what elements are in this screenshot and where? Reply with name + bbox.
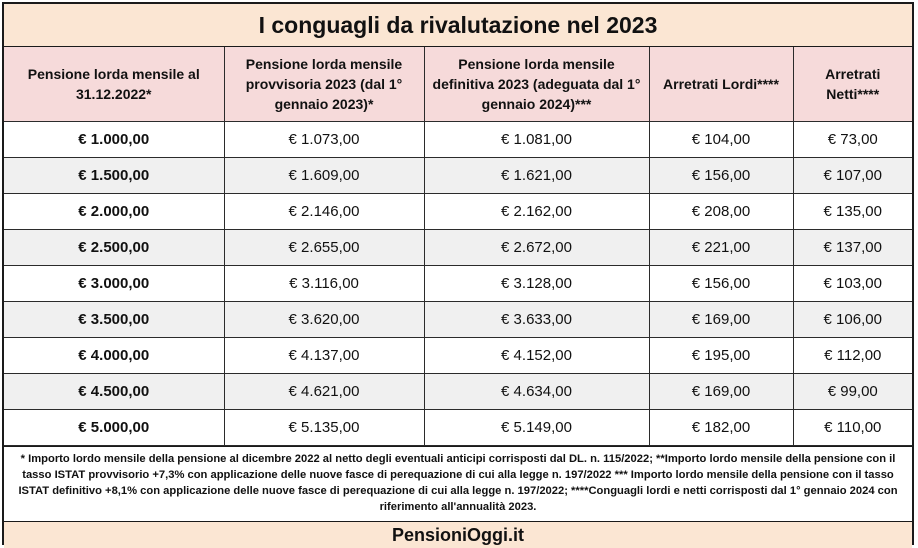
cell-definitiva-2023: € 1.621,00 xyxy=(424,158,649,194)
cell-arretrati-lordi: € 156,00 xyxy=(649,158,793,194)
cell-pensione-2022: € 2.500,00 xyxy=(4,230,224,266)
table-row xyxy=(4,194,912,230)
table-row xyxy=(4,230,912,266)
cell-definitiva-2023: € 2.162,00 xyxy=(424,194,649,230)
cell-pensione-2022: € 1.500,00 xyxy=(4,158,224,194)
cell-pensione-2022: € 2.000,00 xyxy=(4,194,224,230)
cell-arretrati-lordi: € 156,00 xyxy=(649,266,793,302)
table-row xyxy=(4,122,912,158)
source-footer: PensioniOggi.it xyxy=(4,521,912,548)
cell-provvisoria-2023: € 2.146,00 xyxy=(224,194,424,230)
cell-arretrati-netti: € 107,00 xyxy=(793,158,912,194)
cell-pensione-2022: € 4.500,00 xyxy=(4,374,224,410)
cell-arretrati-lordi: € 195,00 xyxy=(649,338,793,374)
cell-arretrati-netti: € 110,00 xyxy=(793,410,912,446)
cell-provvisoria-2023: € 2.655,00 xyxy=(224,230,424,266)
cell-definitiva-2023: € 5.149,00 xyxy=(424,410,649,446)
cell-provvisoria-2023: € 5.135,00 xyxy=(224,410,424,446)
table-row xyxy=(4,410,912,446)
cell-arretrati-netti: € 103,00 xyxy=(793,266,912,302)
table-row xyxy=(4,374,912,410)
cell-provvisoria-2023: € 4.137,00 xyxy=(224,338,424,374)
cell-provvisoria-2023: € 4.621,00 xyxy=(224,374,424,410)
footnotes: * Importo lordo mensile della pensione al dicembre 2022 al netto degli eventuali anticipi corrisposti dal DL. n. 115/2022; **Importo lordo mensile della pensione con il tasso ISTAT provvisorio +7,3% con applicazione delle nuove fasce di perequazione di cui alla legge n. 197/2022 *** Importo lordo mensile della pensione con il tasso ISTAT definitivo +8,1% con applicazione delle nuove fasce di perequazione di cui alla legge n. 197/2022; ****Conguagli lordi e netti corrisposti dal 1° gennaio 2024 con riferimento all'annualità 2023. xyxy=(4,446,912,521)
page-title: I conguagli da rivalutazione nel 2023 xyxy=(4,4,912,47)
table-row xyxy=(4,266,912,302)
column-header-provvisoria-2023: Pensione lorda mensile provvisoria 2023 (dal 1° gennaio 2023)* xyxy=(224,47,424,122)
cell-definitiva-2023: € 3.128,00 xyxy=(424,266,649,302)
table-frame xyxy=(2,2,914,545)
cell-arretrati-netti: € 99,00 xyxy=(793,374,912,410)
cell-pensione-2022: € 3.000,00 xyxy=(4,266,224,302)
column-header-pensione-2022: Pensione lorda mensile al 31.12.2022* xyxy=(4,47,224,122)
cell-arretrati-netti: € 106,00 xyxy=(793,302,912,338)
cell-arretrati-netti: € 135,00 xyxy=(793,194,912,230)
cell-definitiva-2023: € 2.672,00 xyxy=(424,230,649,266)
cell-definitiva-2023: € 4.152,00 xyxy=(424,338,649,374)
table-row xyxy=(4,302,912,338)
cell-arretrati-netti: € 112,00 xyxy=(793,338,912,374)
column-header-arretrati-lordi: Arretrati Lordi**** xyxy=(649,47,793,122)
cell-arretrati-lordi: € 169,00 xyxy=(649,302,793,338)
cell-definitiva-2023: € 3.633,00 xyxy=(424,302,649,338)
cell-pensione-2022: € 4.000,00 xyxy=(4,338,224,374)
cell-pensione-2022: € 1.000,00 xyxy=(4,122,224,158)
cell-arretrati-lordi: € 104,00 xyxy=(649,122,793,158)
cell-pensione-2022: € 3.500,00 xyxy=(4,302,224,338)
cell-arretrati-lordi: € 182,00 xyxy=(649,410,793,446)
cell-arretrati-netti: € 137,00 xyxy=(793,230,912,266)
cell-provvisoria-2023: € 3.620,00 xyxy=(224,302,424,338)
cell-pensione-2022: € 5.000,00 xyxy=(4,410,224,446)
cell-arretrati-lordi: € 221,00 xyxy=(649,230,793,266)
cell-provvisoria-2023: € 1.609,00 xyxy=(224,158,424,194)
cell-arretrati-lordi: € 169,00 xyxy=(649,374,793,410)
cell-definitiva-2023: € 4.634,00 xyxy=(424,374,649,410)
pension-table xyxy=(4,47,912,446)
table-row xyxy=(4,338,912,374)
cell-provvisoria-2023: € 3.116,00 xyxy=(224,266,424,302)
table-row xyxy=(4,158,912,194)
cell-arretrati-netti: € 73,00 xyxy=(793,122,912,158)
header-row xyxy=(4,47,912,122)
cell-definitiva-2023: € 1.081,00 xyxy=(424,122,649,158)
table-body xyxy=(4,122,912,446)
column-header-definitiva-2023: Pensione lorda mensile definitiva 2023 (adeguata dal 1° gennaio 2024)*** xyxy=(424,47,649,122)
cell-arretrati-lordi: € 208,00 xyxy=(649,194,793,230)
column-header-arretrati-netti: Arretrati Netti**** xyxy=(793,47,912,122)
cell-provvisoria-2023: € 1.073,00 xyxy=(224,122,424,158)
